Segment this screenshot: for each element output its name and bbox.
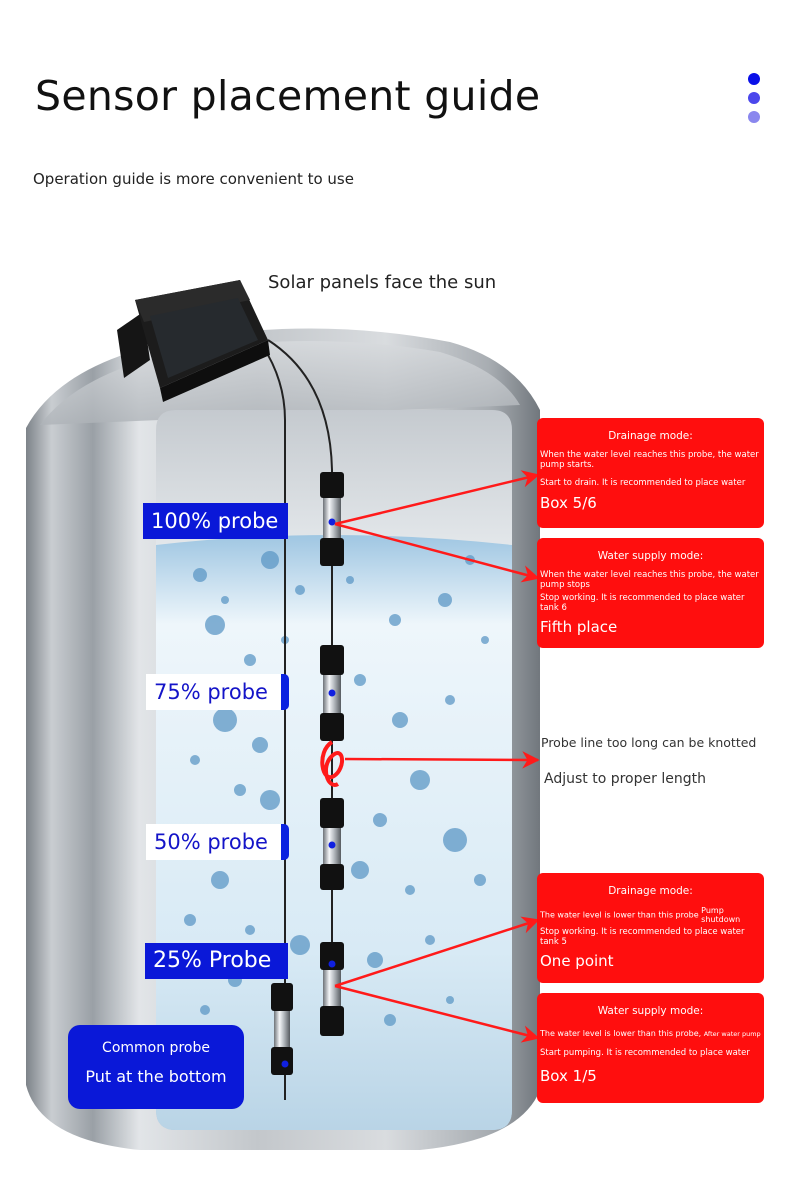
probe-label-50-text: 50% probe [154,830,268,854]
solar-label: Solar panels face the sun [268,272,497,293]
info-box-sentence-text: The water level is lower than this probe, [540,1029,702,1038]
common-probe-title: Common probe [102,1040,210,1056]
info-box-position: Box 1/5 [540,1066,597,1085]
info-box-heading: Drainage mode: [608,885,693,897]
info-box-sentence: When the water level reaches this probe, the water pump stops [540,570,759,590]
probe-label-75-tab [281,674,289,710]
probe-label-75 [146,674,281,710]
info-box-supply-low [537,993,764,1103]
knot-note-2: Adjust to proper length [544,771,706,787]
probe-label-100 [143,503,288,539]
page-subtitle: Operation guide is more convenient to use [33,170,354,188]
common-probe-note: Put at the bottom [85,1067,227,1086]
knot-note: Probe line too long can be knotted [541,735,757,750]
probe-label-75-text: 75% probe [154,680,268,704]
info-box-position: Fifth place [540,618,618,636]
info-box-sentence [540,1029,761,1039]
probe-label-50 [146,824,281,860]
info-box-sentence-text: The water level is lower than this probe [540,910,699,920]
probe-label-25-text: 25% Probe [153,948,272,973]
info-box-heading: Drainage mode: [608,430,693,442]
probe-25 [320,942,344,1036]
info-box-drainage-high [537,418,764,528]
info-box-position: Box 5/6 [540,493,597,512]
info-box-sentence-suffix: After water pump [703,1030,761,1038]
common-probe-box [68,1025,244,1109]
probe-label-100-text: 100% probe [151,509,279,533]
info-box-sentence-suffix: Pump shutdown [701,906,741,924]
info-box-tip: Start pumping. It is recommended to place water [540,1048,750,1058]
info-box-supply-high [537,538,764,648]
probe-common [271,983,293,1075]
info-box-sentence [540,906,761,924]
info-box-heading: Water supply mode: [597,550,704,562]
info-box-tip: Stop working. It is recommended to place water tank 5 [540,927,745,947]
probe-label-25 [145,943,288,979]
info-box-tip: Start to drain. It is recommended to place water [540,478,746,488]
page-title: Sensor placement guide [35,72,541,120]
probe-label-50-tab [281,824,289,860]
info-box-sentence: When the water level reaches this probe, the water pump starts. [540,450,759,470]
info-box-position: One point [540,952,614,970]
info-box-heading: Water supply mode: [597,1005,704,1017]
info-box-tip: Stop working. It is recommended to place water tank 6 [540,593,745,613]
info-box-drainage-low [537,873,764,983]
